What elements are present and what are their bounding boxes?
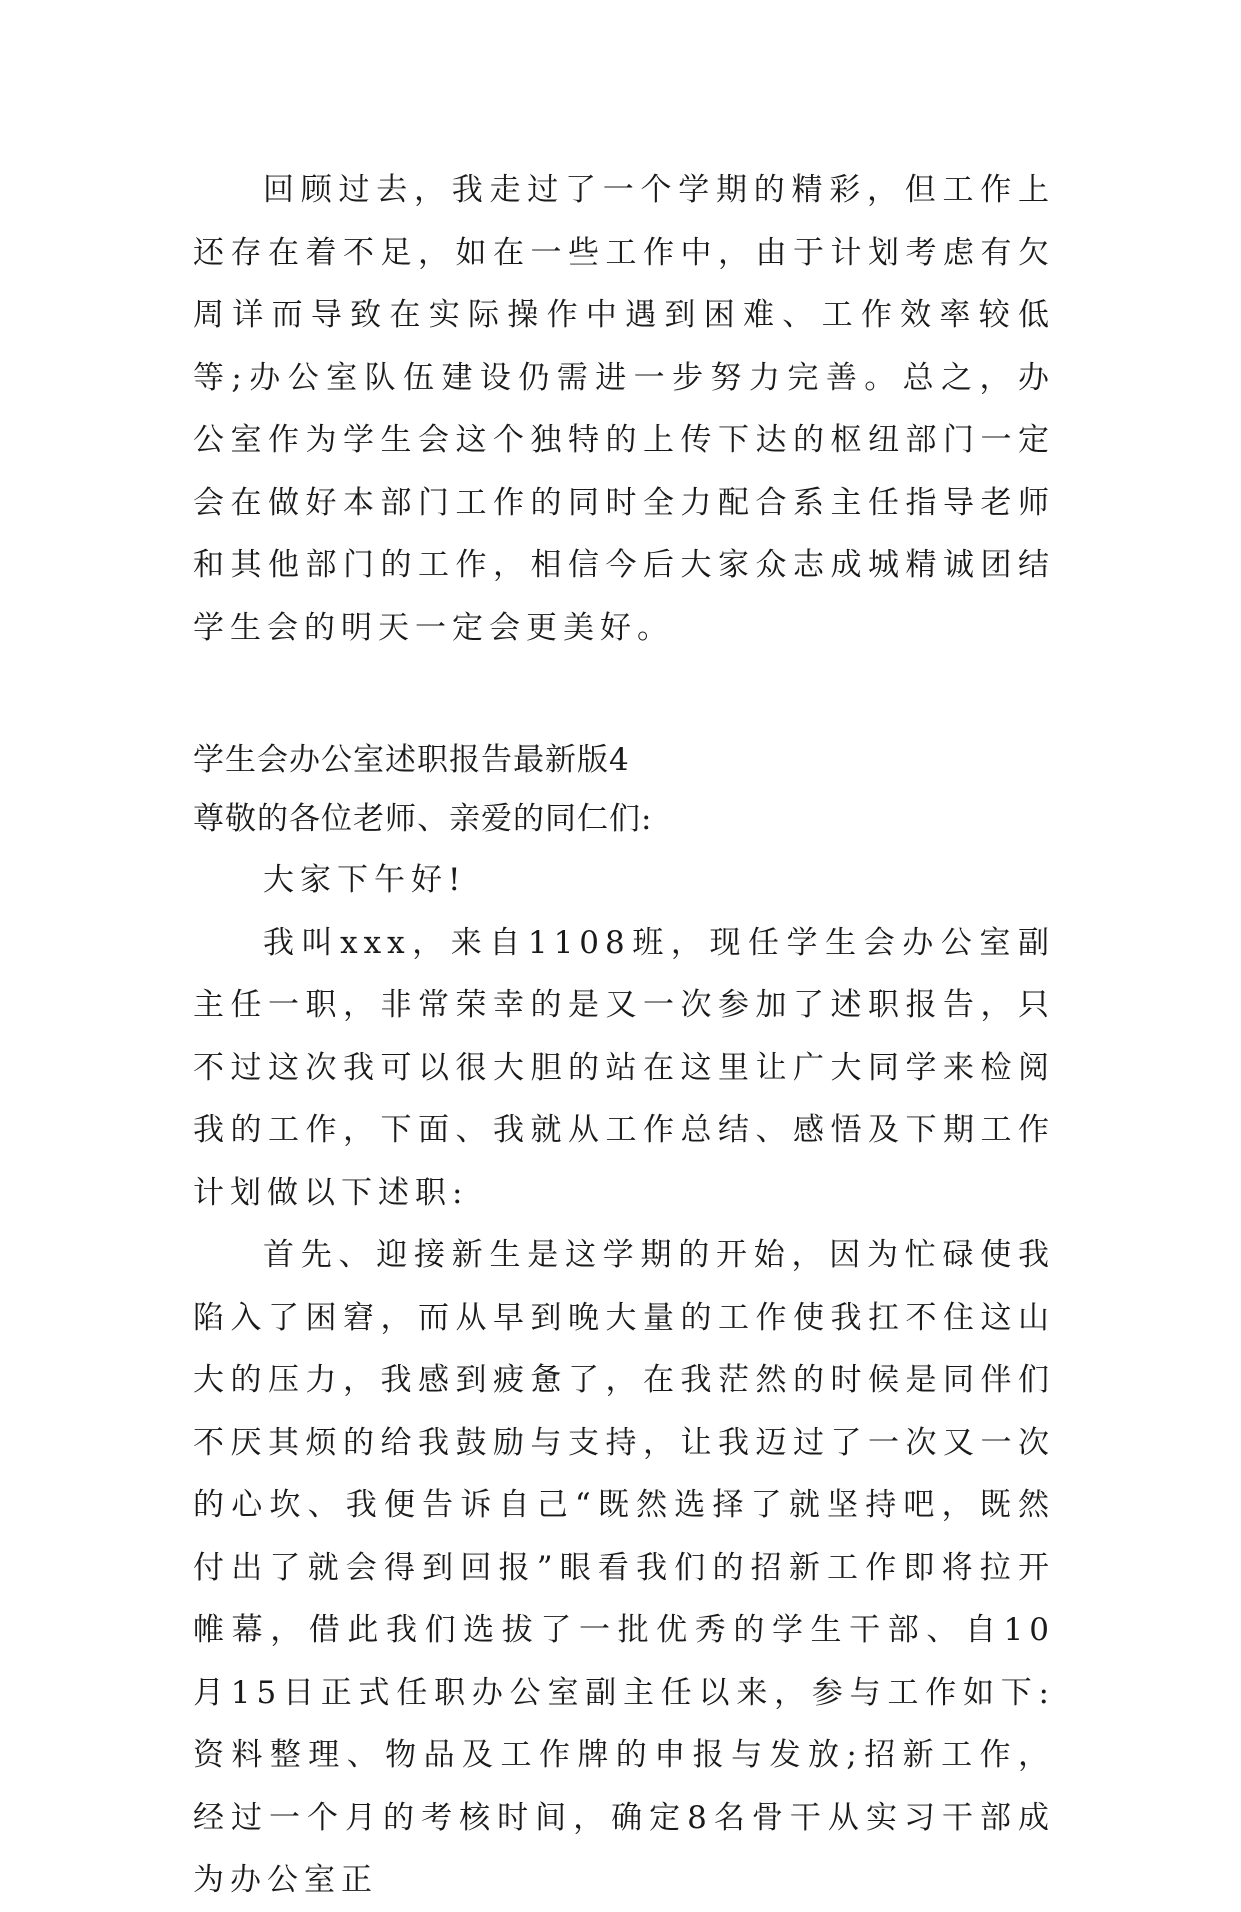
document-body (193, 159, 1055, 1912)
first-work-paragraph: 首先、迎接新生是这学期的开始，因为忙碌使我陷入了困窘，而从早到晚大量的工作使我扛不住这山大的压力，我感到疲惫了，在我茫然的时候是同伴们不厌其烦的给我鼓励与支持，让我迈过了一次又一次的心坎、我便告诉自己“既然选择了就坚持吧，既然付出了就会得到回报”眼看我们的招新工作即将拉开帷幕，借此我们选拔了一批优秀的学生干部、自10月15日正式任职办公室副主任以来，参与工作如下:资料整理、物品及工作牌的申报与发放;招新工作，经过一个月的考核时间，确定8名骨干从实习干部成为办公室正 (193, 1237, 1055, 1898)
greeting-line: 大家下午好! (263, 862, 467, 898)
closing-paragraph: 回顾过去，我走过了一个学期的精彩，但工作上还存在着不足，如在一些工作中，由于计划考虑有欠周详而导致在实际操作中遇到困难、工作效率较低等;办公室队伍建设仍需进一步努力完善。总之，办公室作为学生会这个独特的上传下达的枢纽部门一定会在做好本部门工作的同时全力配合系主任指导老师和其他部门的工作，相信今后大家众志成城精诚团结学生会的明天一定会更美好。 (193, 172, 1055, 646)
salutation-line: 尊敬的各位老师、亲爱的同仁们: (193, 801, 653, 837)
intro-paragraph: 我叫xxx，来自1108班，现任学生会办公室副主任一职，非常荣幸的是又一次参加了述职报告，只不过这次我可以很大胆的站在这里让广大同学来检阅我的工作，下面、我就从工作总结、感悟及下期工作计划做以下述职: (193, 924, 1055, 1211)
section-title: 学生会办公室述职报告最新版4 (193, 742, 630, 778)
section-spacer (193, 659, 1055, 731)
